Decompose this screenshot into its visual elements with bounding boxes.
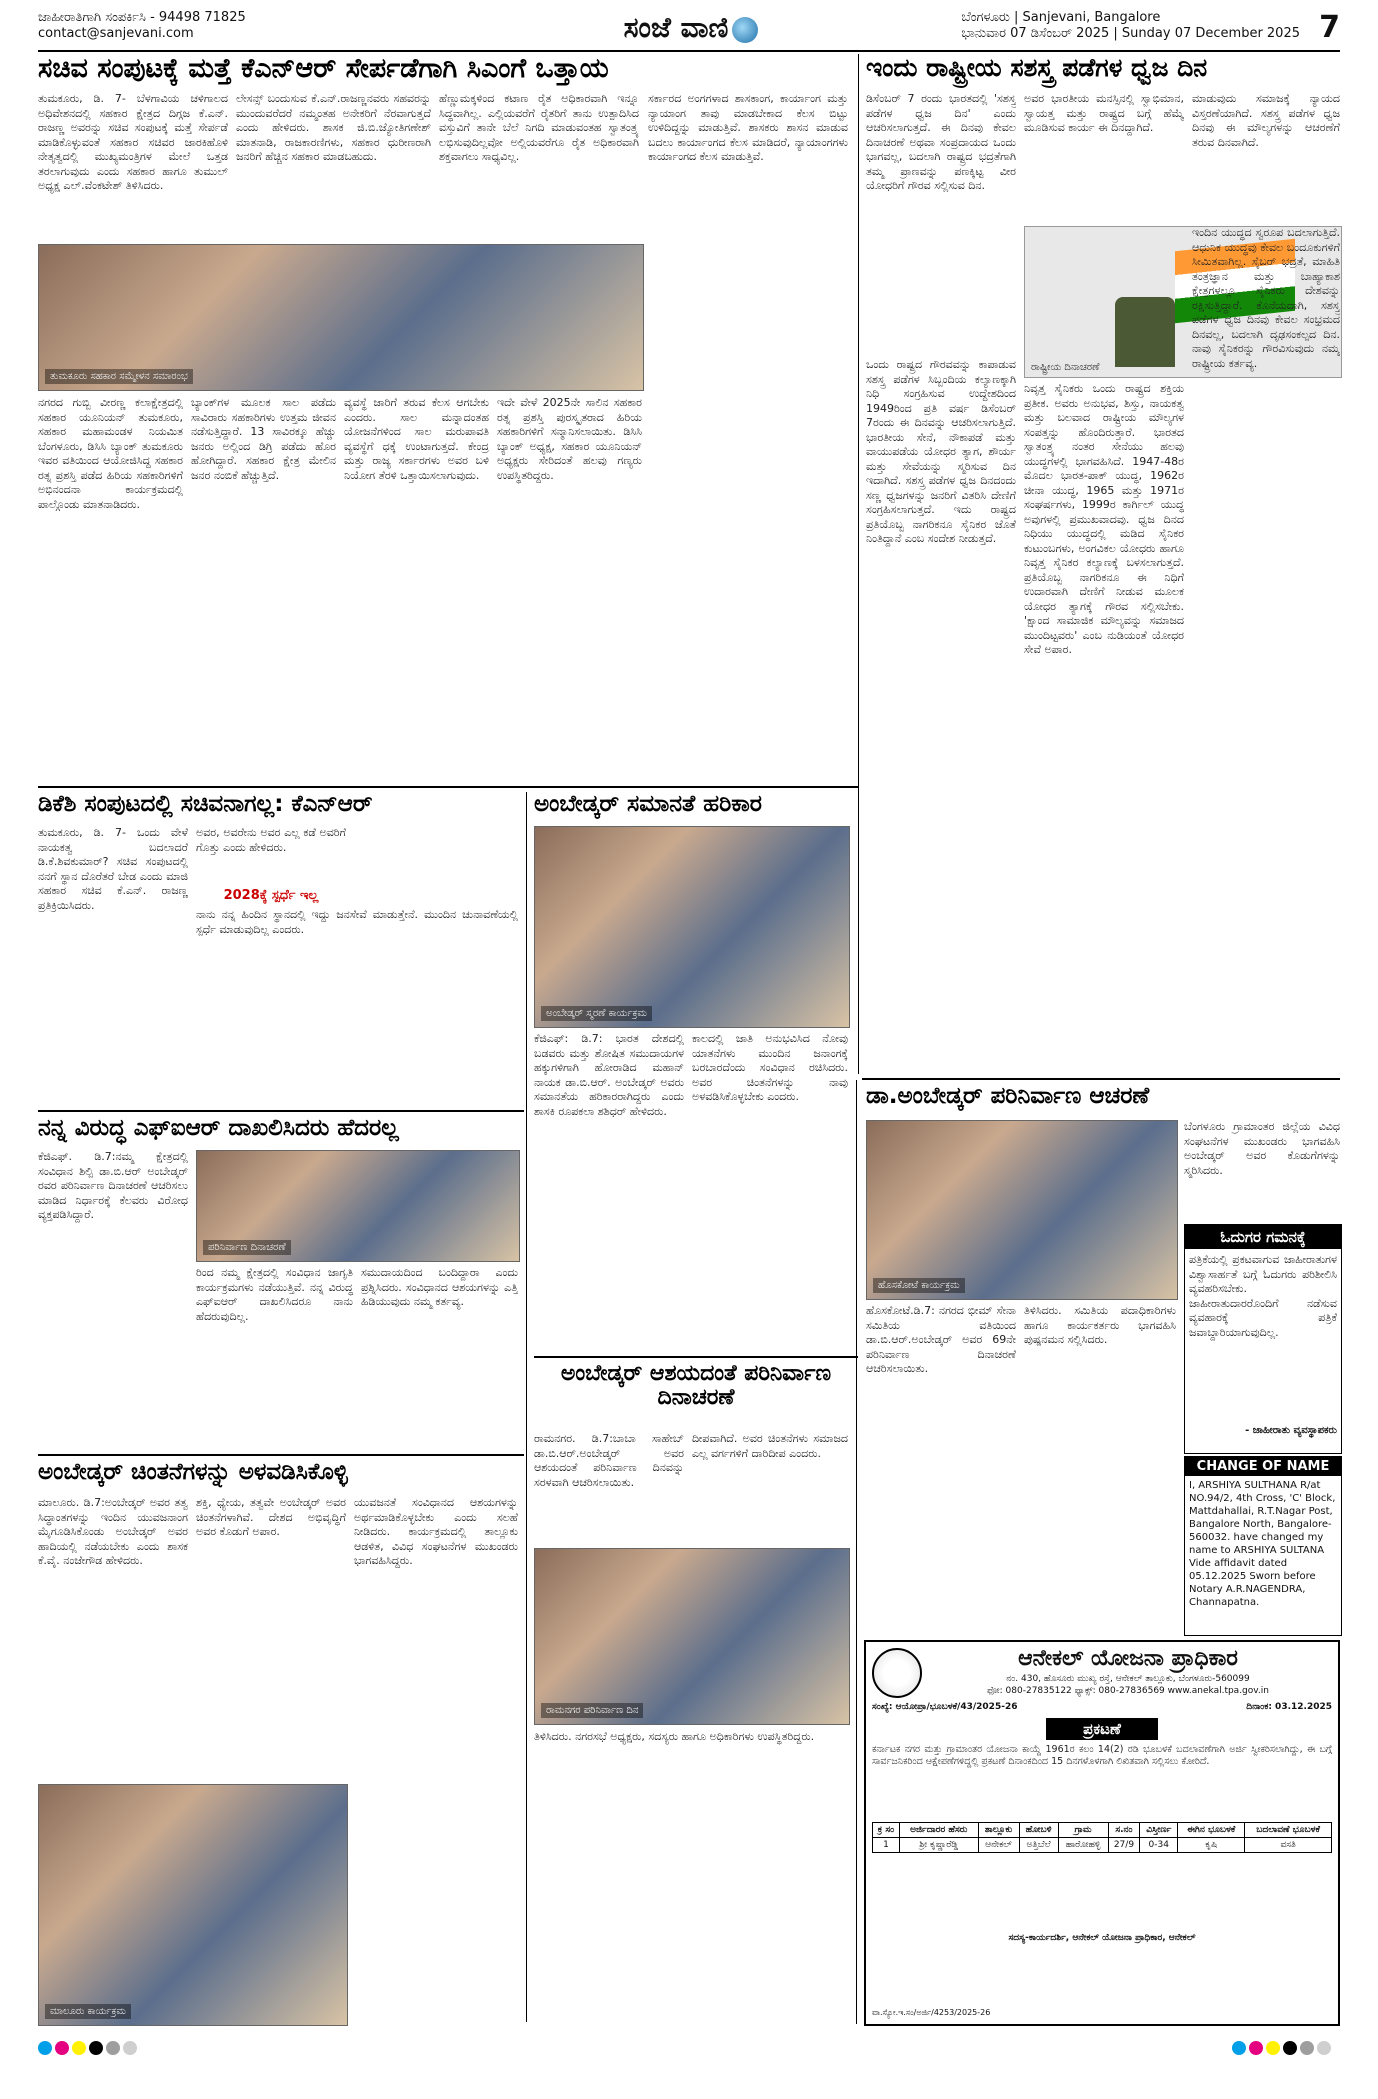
notice-org: ಆನೇಕಲ್ ಯೋಜನಾ ಪ್ರಾಧಿಕಾರ [1018,1646,1238,1671]
story2-flag-caption: ರಾಷ್ಟ್ರೀಯ ದಿನಾಚರಣೆ [1031,362,1100,373]
story1-lower3: ವ್ಯವಸ್ಥೆ ಜಾರಿಗೆ ತರುವ ಕೆಲಸ ಆಗಬೇಕು ಎಂದರು. ಸಾಲ ಮನ್ನಾದಂತಹ ಯೋಜನೆಗಳಿಂದ ಸಾಲ ಮರುಪಾವತಿ ವ್ಯವಸ್ಥೆಗೆ ಧಕ್ಕೆ ಉಂಟಾಗುತ್ತದೆ. ಕೇಂದ್ರ ಮತ್ತು ರಾಜ್ಯ ಸರ್ಕಾರಗಳು ಅವರ ಬಳಿ ನಿಯೋಗ ತೆರಳಿ ಒತ್ತಾಯಿಸಲಾಗುವುದು. [344,396,489,482]
registration-dot [1232,2041,1246,2055]
story6-col1: ಮಾಲೂರು. ಡಿ.7:ಅಂಬೇಡ್ಕರ್ ಅವರ ತತ್ವ ಸಿದ್ಧಾಂತಗಳನ್ನು ಇಂದಿನ ಯುವಜನಾಂಗ ಮೈಗೂಡಿಸಿಕೊಂಡು ಅಂಬೇಡ್ಕರ್ ಅವರ ಹಾದಿಯಲ್ಲಿ ನಡೆಯಬೇಕು ಎಂದು ಶಾಸಕ ಕೆ.ವೈ. ನಂಜೇಗೌಡ ಹೇಳಿದರು. [38,1496,188,1567]
color-registration-right [1232,2040,1334,2059]
column-divider [858,54,859,1074]
story5-photo-caption: ಪರಿನಿರ್ವಾಣ ದಿನಾಚರಣೆ [203,1240,291,1255]
column-divider-3 [856,1080,857,2024]
notice-table-header: ಕ್ರ ಸಂ [873,1823,900,1838]
story2-long3: ಇಂದಿನ ಯುದ್ಧದ ಸ್ವರೂಪ ಬದಲಾಗುತ್ತಿದೆ. ಆಧುನಿಕ ಯುದ್ಧವು ಕೇವಲ ಬಂದೂಕುಗಳಿಗೆ ಸೀಮಿತವಾಗಿಲ್ಲ. ಸೈಬರ್ ಭದ್ರತೆ, ಮಾಹಿತಿ ತಂತ್ರಜ್ಞಾನ ಮತ್ತು ಬಾಹ್ಯಾಕಾಶ ಕ್ಷೇತ್ರಗಳಲ್ಲೂ ಸೈನಿಕರು ದೇಶವನ್ನು ರಕ್ಷಿಸುತ್ತಿದ್ದಾರೆ. ಕೊನೆಯದಾಗಿ, ಸಶಸ್ತ್ರ ಪಡೆಗಳ ಧ್ವಜ ದಿನವು ಕೇವಲ ಸಂಭ್ರಮದ ದಿನವಲ್ಲ, ಬದಲಾಗಿ ದೃಢಸಂಕಲ್ಪದ ದಿನ. ನಾವು ಸೈನಿಕರನ್ನು ಗೌರವಿಸುವುದು ನಮ್ಮ ರಾಷ್ಟ್ರೀಯ ಕರ್ತವ್ಯ. [1192,226,1340,370]
story5-headline: ನನ್ನ ವಿರುದ್ಧ ಎಫ್‌ಐಆರ್ ದಾಖಲಿಸಿದರು ಹೆದರಲ್ಲ [38,1115,399,1141]
section-rule-5 [862,1078,1340,1080]
registration-dot [123,2041,137,2055]
soldier-icon [1115,297,1175,367]
notice-address: ನಂ. 430, ಹೊಸೂರು ಮುಖ್ಯ ರಸ್ತೆ, ಆನೇಕಲ್ ತಾಲ್ಲೂಕು, ಬೆಂಗಳೂರು-560099 [1006,1674,1250,1684]
notice-table-header: ಸ.ನಂ [1108,1823,1140,1838]
story8-photo-caption: ಹೊಸಕೋಟೆ ಕಾರ್ಯಕ್ರಮ [873,1278,965,1293]
story7-photo [534,1548,850,1725]
table-cell: ಶ್ರೀ ಕೃಷ್ಣಾರೆಡ್ಡಿ [899,1838,978,1853]
table-cell: ಆನೇಕಲ್ [978,1838,1019,1853]
registration-dot [1283,2041,1297,2055]
story1-lower2: ಬ್ಯಾಂಕ್‌ಗಳ ಮೂಲಕ ಸಾಲ ಪಡೆದು ಸಾವಿರಾರು ಸಹಕಾರಿಗಳು ಉತ್ತಮ ಜೀವನ ನಡೆಸುತ್ತಿದ್ದಾರೆ. 13 ಸಾವಿರಕ್ಕೂ ಹೆಚ್ಚು ಜನರು ಅಲ್ಲಿಂದ ಡಿಗ್ರಿ ಪಡೆದು ಹೊರ ಹೋಗಿದ್ದಾರೆ. ಸಹಕಾರ ಕ್ಷೇತ್ರ ಮೇಲಿನ ಜನರ ನಂಬಿಕೆ ಹೆಚ್ಚುತ್ತಿದೆ. [191,396,336,482]
story2-col3: ಮಾಡುವುದು ಸಮಾಜಕ್ಕೆ ನ್ಯಾಯದ ವಿಸ್ತರಣೆಯಾಗಿದೆ. ಸಶಸ್ತ್ರ ಪಡೆಗಳ ಧ್ವಜ ದಿನವು ಈ ಮೌಲ್ಯಗಳನ್ನು ಆಚರಣೆಗೆ ತರುವ ದಿನವಾಗಿದೆ. [1192,92,1340,149]
story1-col4: ಸರ್ಕಾರದ ಅಂಗಗಳಾದ ಶಾಸಕಾಂಗ, ಕಾರ್ಯಾಂಗ ಮತ್ತು ನ್ಯಾಯಾಂಗ ತಾವು ಮಾಡಬೇಕಾದ ಕೆಲಸ ಬಿಟ್ಟು ಉಳಿದಿದ್ದನ್ನು ಮಾಡುತ್ತಿವೆ. ಶಾಸಕರು ಶಾಸನ ಮಾಡುವ ಬದಲು ಕಾರ್ಯಾಂಗದ ಕೆಲಸ ಮಾಡಿದರೆ, ನ್ಯಾಯಾಂಗಗಳು ಕಾರ್ಯಾಂಗದ ಕೆಲಸ ಮಾಡುತ್ತಿವೆ. [648,92,848,163]
registration-dot [72,2041,86,2055]
story3-headline: ಡಿಕೆಶಿ ಸಂಪುಟದಲ್ಲಿ ಸಚಿವನಾಗಲ್ಲ: ಕೆಎನ್‌ಆರ್ [38,791,373,817]
story8-col2: ತಿಳಿಸಿದರು. ಸಮಿತಿಯ ಪದಾಧಿಕಾರಿಗಳು ಹಾಗೂ ಕಾರ್ಯಕರ್ತರು ಭಾಗವಹಿಸಿ ಪುಷ್ಪನಮನ ಸಲ್ಲಿಸಿದರು. [1024,1304,1176,1346]
readers-note-box [1184,1224,1342,1454]
readers-note-title: ಓದುಗರ ಗಮನಕ್ಕೆ [1185,1225,1341,1249]
table-cell: ವಸತಿ [1245,1838,1332,1853]
notice-table-header: ವಿಸ್ತೀರ್ಣ [1140,1823,1178,1838]
emblem-icon [872,1648,922,1698]
color-registration-left [38,2040,140,2059]
globe-icon [732,17,758,43]
readers-note-sign: - ಜಾಹೀರಾತು ವ್ಯವಸ್ಥಾಪಕರು [1245,1425,1337,1436]
notice-table [872,1822,1332,1853]
story8-headline: ಡಾ.ಅಂಬೇಡ್ಕರ್ ಪರಿನಿರ್ವಾಣ ಆಚರಣೆ [866,1083,1150,1109]
story1-lower1: ನಗರದ ಗುಬ್ಬಿ ವೀರಣ್ಣ ಕಲಾಕ್ಷೇತ್ರದಲ್ಲಿ ಸಹಕಾರ ಯೂನಿಯನ್ ತುಮಕೂರು, ಸಹಕಾರ ಮಹಾಮಂಡಳ ನಿಯಮಿತ ಬೆಂಗಳೂರು, ಡಿಸಿಸಿ ಬ್ಯಾಂಕ್ ತುಮಕೂರು ಇವರ ವತಿಯಿಂದ ಆಯೋಜಿಸಿದ್ದ ಸಹಕಾರ ರತ್ನ ಪ್ರಶಸ್ತಿ ಪಡೆದ ಹಿರಿಯ ಸಹಕಾರಿಗಳಿಗೆ ಅಭಿನಂದನಾ ಕಾರ್ಯಕ್ರಮದಲ್ಲಿ ಪಾಲ್ಗೊಂಡು ಮಾತನಾಡಿದರು. [38,396,183,511]
story6-col2: ಶಕ್ತಿ, ಧ್ಯೇಯ, ತತ್ವವೇ ಅಂಬೇಡ್ಕರ್ ಅವರ ಚಿಂತನೆಗಳಾಗಿವೆ. ದೇಶದ ಅಭಿವೃದ್ಧಿಗೆ ಅವರ ಕೊಡುಗೆ ಅಪಾರ. [196,1496,346,1538]
page-number: 7 [1319,10,1340,45]
notice-table-header: ಗ್ರಾಮ [1058,1823,1108,1838]
masthead-right: ಬೆಂಗಳೂರು | Sanjevani, Bangalore ಭಾನುವಾರ 07 ಡಿಸೆಂಬರ್ 2025 | Sunday 07 December 2025 [961,10,1300,41]
story1-col3: ಹೆಣ್ಣುಮಕ್ಕಳಿಂದ ಕಟಾಣ ರೈತ ಅಧಿಕಾರವಾಗಿ ಇನ್ನೂ ಸಿದ್ಧವಾಗಿಲ್ಲ. ಎಲ್ಲಿಯವರೆಗೆ ರೈತರಿಗೆ ತಾನು ಉತ್ಪಾದಿಸಿದ ವಸ್ತುವಿಗೆ ತಾನೇ ಬೆಲೆ ನಿಗದಿ ಮಾಡುವಂತಹ ಸ್ವಾತಂತ್ರ್ಯ ಲಭಿಸುವುದಿಲ್ಲವೋ ಅಲ್ಲಿಯವರೆಗೂ ರೈತ ಅಧಿಕಾರವಾಗಿ ಶಕ್ತವಾಗಲು ಸಾಧ್ಯವಿಲ್ಲ. [439,92,639,163]
story1-intro: ತುಮಕೂರು, ಡಿ. 7- ಬೆಳಗಾವಿಯ ಚಳಿಗಾಲದ ಅಧಿವೇಶನದಲ್ಲಿ ಸಹಕಾರ ಕ್ಷೇತ್ರದ ದಿಗ್ಗಜ ಕೆ.ಎನ್. ರಾಜಣ್ಣ ಅವರನ್ನು ಸಚಿವ ಸಂಪುಟಕ್ಕೆ ಮತ್ತೆ ಸೇರ್ಪಡೆ ಮಾಡಿಕೊಳ್ಳುವಂತೆ ಸಹಕಾರ ಸಚಿವರ ಜಾರಕಿಹೊಳಿ ನೇತೃತ್ವದಲ್ಲಿ ಮುಖ್ಯಮಂತ್ರಿಗಳ ಮೇಲೆ ಒತ್ತಡ ತರಲಾಗುವುದು ಎಂದು ಸಹಕಾರ ಹಾಗೂ ತುಮುಲ್ ಅಧ್ಯಕ್ಷ ಎಲ್.ವೆಂಕಟೇಶ್ ತಿಳಿಸಿದರು. [38,92,228,192]
email-link[interactable]: contact@sanjevani.com [38,26,194,41]
story2-long2: ನಿವೃತ್ತ ಸೈನಿಕರು ಒಂದು ರಾಷ್ಟ್ರದ ಶಕ್ತಿಯ ಪ್ರತೀಕ. ಅವರು ಅನುಭವ, ಶಿಸ್ತು, ನಾಯಕತ್ವ ಮತ್ತು ಬಲವಾದ ರಾಷ್ಟ್ರೀಯ ಮೌಲ್ಯಗಳ ಸಂಪತ್ತನ್ನು ಹೊಂದಿರುತ್ತಾರೆ. ಭಾರತದ ಸ್ವಾತಂತ್ರ್ಯ ನಂತರ ಸೇನೆಯು ಹಲವು ಯುದ್ಧಗಳಲ್ಲಿ ಭಾಗವಹಿಸಿದೆ. 1947-48ರ ಮೊದಲ ಭಾರತ-ಪಾಕ್ ಯುದ್ಧ, 1962ರ ಚೀನಾ ಯುದ್ಧ, 1965 ಮತ್ತು 1971ರ ಸಂಘರ್ಷಗಳು, 1999ರ ಕಾರ್ಗಿಲ್ ಯುದ್ಧ ಅವುಗಳಲ್ಲಿ ಪ್ರಮುಖವಾದವು. ಧ್ವಜ ದಿನದ ನಿಧಿಯು ಯುದ್ಧದಲ್ಲಿ ಮಡಿದ ಸೈನಿಕರ ಕುಟುಂಬಗಳು, ಅಂಗವಿಕಲ ಯೋಧರು ಹಾಗೂ ನಿವೃತ್ತ ಸೈನಿಕರ ಕಲ್ಯಾಣಕ್ಕೆ ಬಳಸಲಾಗುತ್ತದೆ. ಪ್ರತಿಯೊಬ್ಬ ನಾಗರಿಕನೂ ಈ ನಿಧಿಗೆ ಉದಾರವಾಗಿ ದೇಣಿಗೆ ನೀಡುವ ಮೂಲಕ ಯೋಧರ ತ್ಯಾಗಕ್ಕೆ ಗೌರವ ಸಲ್ಲಿಸಬೇಕು. 'ಕ್ಷಾಂದ ಸಾಮಾಜಿಕ ಮೌಲ್ಯವನ್ನು ಸಮಾಜದ ಮುಂದಿಟ್ಟವರು' ಎಂಬ ನುಡಿಯಂತೆ ಯೋಧರ ಸೇವೆ ಅಪಾರ. [1024,382,1184,656]
table-cell: 27/9 [1108,1838,1140,1853]
notice-ref: ಸಂಖ್ಯೆ: ಆಯೋಪ್ರಾ/ಭೂಬಳಕೆ/43/2025-26 [872,1702,1018,1712]
story2-col2: ಅವರ ಭಾರತೀಯ ಮನಸ್ಸಿನಲ್ಲಿ ಸ್ವಾಭಿಮಾನ, ಸ್ವಾಯತ್ತ ಮತ್ತು ರಾಷ್ಟ್ರದ ಬಗ್ಗೆ ಹೆಮ್ಮೆ ಮೂಡಿಸುವ ಕಾರ್ಯ ಈ ದಿನದ್ದಾಗಿದೆ. [1024,92,1184,134]
story4-photo-caption: ಅಂಬೇಡ್ಕರ್ ಸ್ಮರಣೆ ಕಾರ್ಯಕ್ರಮ [541,1006,652,1021]
registration-dot [1266,2041,1280,2055]
story6-photo-caption: ಮಾಲೂರು ಕಾರ್ಯಕ್ರಮ [45,2004,131,2019]
story8-side: ಬೆಂಗಳೂರು ಗ್ರಾಮಾಂತರ ಜಿಲ್ಲೆಯ ವಿವಿಧ ಸಂಘಟನೆಗಳ ಮುಖಂಡರು ಭಾಗವಹಿಸಿ ಅಂಬೇಡ್ಕರ್ ಅವರ ಕೊಡುಗೆಗಳನ್ನು ಸ್ಮರಿಸಿದರು. [1184,1120,1340,1177]
masthead-left [38,10,246,42]
story5-col1: ಕೆಜಿಎಫ್. ಡಿ.7:ನಮ್ಮ ಕ್ಷೇತ್ರದಲ್ಲಿ ಸಂವಿಧಾನ ಶಿಲ್ಪಿ ಡಾ.ಬಿ.ಆರ್ ಅಂಬೇಡ್ಕರ್ ರವರ ಪರಿನಿರ್ವಾಣ ದಿನಾಚರಣೆ ಆಚರಿಸಲು ಮಾಡಿದ ನಿರ್ಧಾರಕ್ಕೆ ಕೆಲವರು ವಿರೋಧ ವ್ಯಕ್ತಪಡಿಸಿದ್ದಾರೆ. [38,1150,188,1221]
story3-col1: ತುಮಕೂರು, ಡಿ. 7- ಒಂದು ವೇಳೆ ನಾಯಕತ್ವ ಬದಲಾದರೆ ಡಿ.ಕೆ.ಶಿವಕುಮಾರ್? ಸಚಿವ ಸಂಪುಟದಲ್ಲಿ ನನಗೆ ಸ್ಥಾನ ದೊರೆತರೆ ಬೇಡ ಎಂದು ಮಾಜಿ ಸಹಕಾರ ಸಚಿವ ಕೆ.ಎನ್. ರಾಜಣ್ಣ ಪ್ರತಿಕ್ರಿಯಿಸಿದರು. [38,826,188,912]
table-cell: 1 [873,1838,900,1853]
change-of-name-title: CHANGE OF NAME [1185,1457,1341,1476]
story1-headline: ಸಚಿವ ಸಂಪುಟಕ್ಕೆ ಮತ್ತೆ ಕೆಎನ್‌ಆರ್ ಸೇರ್ಪಡೆಗಾಗಿ ಸಿಎಂಗೆ ಒತ್ತಾಯ [38,53,609,84]
registration-dot [89,2041,103,2055]
section-rule-3 [38,1454,524,1456]
newspaper-logo [598,10,788,48]
story2-headline: ಇಂದು ರಾಷ್ಟ್ರೀಯ ಸಶಸ್ತ್ರ ಪಡೆಗಳ ಧ್ವಜ ದಿನ [866,53,1208,82]
table-cell: ಹಾರೋಹಳ್ಳಿ [1058,1838,1108,1853]
notice-footer: ಸದಸ್ಯ-ಕಾರ್ಯದರ್ಶಿ, ಆನೇಕಲ್ ಯೋಜನಾ ಪ್ರಾಧಿಕಾರ, ಆನೇಕಲ್ [1008,1933,1196,1943]
change-of-name-box [1184,1456,1342,1636]
story4-col2: ಕಾಲದಲ್ಲಿ ಜಾತಿ ಅನುಭವಿಸಿದ ನೋವು ಯಾತನೆಗಳು ಮುಂದಿನ ಜನಾಂಗಕ್ಕೆ ಬರಬಾರದೆಂದು ಸಂವಿಧಾನ ರಚಿಸಿದರು. ಅವರ ಚಿಂತನೆಗಳನ್ನು ನಾವು ಅಳವಡಿಸಿಕೊಳ್ಳಬೇಕು ಎಂದರು. [692,1032,848,1103]
table-cell: ಅತ್ತಿಬೆಲೆ [1019,1838,1058,1853]
notice-ad-ref: ವಾ.ಸ್ಯೋ.ಇ.ಸಂ/ಅರ್ಜಿ/4253/2025-26 [872,2008,991,2017]
table-row [873,1838,1332,1853]
notice-table-header: ಅರ್ಜಿದಾರರ ಹೆಸರು [899,1823,978,1838]
section-rule [38,786,858,788]
column-divider-2 [526,792,527,2022]
registration-dot [1300,2041,1314,2055]
registration-dot [38,2041,52,2055]
registration-dot [106,2041,120,2055]
table-cell: ಕೃಷಿ [1178,1838,1245,1853]
govt-notice [864,1640,1340,2026]
readers-note-body: ಪತ್ರಿಕೆಯಲ್ಲಿ ಪ್ರಕಟವಾಗುವ ಜಾಹೀರಾತುಗಳ ವಿಶ್ವಾಸಾರ್ಹತೆ ಬಗ್ಗೆ ಓದುಗರು ಪರಿಶೀಲಿಸಿ ವ್ಯವಹರಿಸಬೇಕು. ಜಾಹೀರಾತುದಾರರೊಂದಿಗೆ ನಡೆಸುವ ವ್ಯವಹಾರಕ್ಕೆ ಪತ್ರಿಕೆ ಜವಾಬ್ದಾರಿಯಾಗುವುದಿಲ್ಲ. [1189,1253,1337,1339]
story8-col1: ಹೊಸಕೋಟೆ.ಡಿ.7: ನಗರದ ಭೀಮ್ ಸೇನಾ ಸಮಿತಿಯ ವತಿಯಿಂದ ಡಾ.ಬಿ.ಆರ್.ಅಂಬೇಡ್ಕರ್ ಅವರ 69ನೇ ಪರಿನಿರ್ವಾಣ ದಿನಾಚರಣೆ ಆಚರಿಸಲಾಯಿತು. [866,1304,1016,1375]
notice-date: ದಿನಾಂಕ: 03.12.2025 [1246,1702,1332,1712]
date-english: Sunday 07 December 2025 [1121,26,1300,41]
notice-table-header: ತಾಲ್ಲೂಕು [978,1823,1019,1838]
logo-text: ಸಂಜೆ ವಾಣಿ [623,11,729,44]
story4-photo [534,826,850,1028]
story7-photo-caption: ರಾಮನಗರ ಪರಿನಿರ್ವಾಣ ದಿನ [541,1703,643,1718]
notice-title: ಪ್ರಕಟಣೆ [1046,1718,1158,1740]
story1-photo-caption: ತುಮಕೂರು ಸಹಕಾರ ಸಮ್ಮೇಳನ ಸಮಾರಂಭ [45,369,193,384]
story2-col1: ಡಿಸೆಂಬರ್ 7 ರಂದು ಭಾರತದಲ್ಲಿ 'ಸಶಸ್ತ್ರ ಪಡೆಗಳ ಧ್ವಜ ದಿನ' ಎಂದು ಆಚರಿಸಲಾಗುತ್ತದೆ. ಈ ದಿನವು ಕೇವಲ ದಿನಾಚರಣೆ ಅಥವಾ ಸಂಪ್ರದಾಯದ ಒಂದು ಭಾಗವಲ್ಲ, ಬದಲಾಗಿ ರಾಷ್ಟ್ರದ ಭದ್ರತೆಗಾಗಿ ತಮ್ಮ ಪ್ರಾಣವನ್ನು ಪಣಕ್ಕಿಟ್ಟ ವೀರ ಯೋಧರಿಗೆ ಗೌರವ ಸಲ್ಲಿಸುವ ದಿನ. [866,92,1016,192]
story1-photo [38,244,644,391]
notice-table-header: ಹೋಬಳಿ [1019,1823,1058,1838]
notice-body: ಕರ್ನಾಟಕ ನಗರ ಮತ್ತು ಗ್ರಾಮಾಂತರ ಯೋಜನಾ ಕಾಯ್ದೆ 1961ರ ಕಲಂ 14(2) ರಡಿ ಭೂಬಳಕೆ ಬದಲಾವಣೆಗಾಗಿ ಅರ್ಜಿ ಸ್ವೀಕರಿಸಲಾಗಿದ್ದು, ಈ ಬಗ್ಗೆ ಸಾರ್ವಜನಿಕರಿಂದ ಆಕ್ಷೇಪಣೆಗಳಿದ್ದಲ್ಲಿ ಪ್ರಕಟಣೆ ದಿನಾಂಕದಿಂದ 15 ದಿನಗಳೊಳಗಾಗಿ ಲಿಖಿತವಾಗಿ ಸಲ್ಲಿಸಲು ಕೋರಿದೆ. [872,1744,1332,1767]
story1-lower4: ಇದೇ ವೇಳೆ 2025ನೇ ಸಾಲಿನ ಸಹಕಾರ ರತ್ನ ಪ್ರಶಸ್ತಿ ಪುರಸ್ಕೃತರಾದ ಹಿರಿಯ ಸಹಕಾರಿಗಳಿಗೆ ಸನ್ಮಾನಿಸಲಾಯಿತು. ಡಿಸಿಸಿ ಬ್ಯಾಂಕ್ ಅಧ್ಯಕ್ಷ, ಸಹಕಾರ ಯೂನಿಯನ್ ಅಧ್ಯಕ್ಷರು ಸೇರಿದಂತೆ ಹಲವು ಗಣ್ಯರು ಉಪಸ್ಥಿತರಿದ್ದರು. [497,396,642,482]
story1-col2: ಲೇಸನ್ಸ್ ಬಂದುಸುವ ಕೆ.ಎನ್.ರಾಜಣ್ಣನವರು ಸಹವರನ್ನು ಮುಂದುವರೆದರೆ ನಮ್ಮಂತಹ ಅನೇಕರಿಗೆ ನೆರವಾಗುತ್ತದೆ ಎಂದು ಹೇಳಿದರು. ಶಾಸಕ ಜಿ.ಬಿ.ಜ್ಯೋತಿಗಣೇಶ್ ಮಾತನಾಡಿ, ರಾಜಕಾರಣಿಗಳು, ಸಹಕಾರ ಧುರೀಣರಾಗಿ ಜನರಿಗೆ ಹೆಚ್ಚಿನ ಸಹಕಾರ ಮಾಡಬಹುದು. [236,92,431,163]
registration-dot [1249,2041,1263,2055]
story3-col3: ನಾನು ನನ್ನ ಹಿಂದಿನ ಸ್ಥಾನದಲ್ಲಿ ಇದ್ದು ಜನಸೇವೆ ಮಾಡುತ್ತೇನೆ. ಮುಂದಿನ ಚುನಾವಣೆಯಲ್ಲಿ ಸ್ಪರ್ಧೆ ಮಾಡುವುದಿಲ್ಲ ಎಂದರು. [196,908,518,936]
notice-table-wrap [872,1822,1332,1853]
masthead [38,10,1340,52]
story4-col1: ಕೆಜಿಎಫ್: ಡಿ.7: ಭಾರತ ದೇಶದಲ್ಲಿ ಬಡವರು ಮತ್ತು ಶೋಷಿತ ಸಮುದಾಯಗಳ ಹಕ್ಕುಗಳಿಗಾಗಿ ಹೋರಾಡಿದ ಮಹಾನ್ ನಾಯಕ ಡಾ.ಬಿ.ಆರ್. ಅಂಬೇಡ್ಕರ್ ಅವರು ಸಮಾನತೆಯ ಹರಿಕಾರರಾಗಿದ್ದರು ಎಂದು ಶಾಸಕಿ ರೂಪಕಲಾ ಶಶಿಧರ್ ಹೇಳಿದರು. [534,1032,684,1118]
story7-col1: ರಾಮನಗರ. ಡಿ.7:ಬಾಬಾ ಸಾಹೇಬ್ ಡಾ.ಬಿ.ಆರ್.ಅಂಬೇಡ್ಕರ್ ಅವರ ಆಶಯದಂತೆ ಪರಿನಿರ್ವಾಣ ದಿನವನ್ನು ಸರಳವಾಗಿ ಆಚರಿಸಲಾಯಿತು. [534,1432,684,1489]
notice-table-header: ಈಗಿನ ಭೂಬಳಕೆ [1178,1823,1245,1838]
table-cell: 0-34 [1140,1838,1178,1853]
story4-headline: ಅಂಬೇಡ್ಕರ್ ಸಮಾನತೆ ಹರಿಕಾರ [534,791,762,817]
story6-headline: ಅಂಬೇಡ್ಕರ್ ಚಿಂತನೆಗಳನ್ನು ಅಳವಡಿಸಿಕೊಳ್ಳಿ [38,1459,348,1485]
story3-col2: ಅವರ, ಅವರೇನು ಅವರ ಎಲ್ಲ ಕಡೆ ಅವರಿಗೆ ಗೊತ್ತು ಎಂದು ಹೇಳಿದರು. [196,826,346,854]
story5-photo [196,1150,520,1262]
story3-subhead: 2028ಕ್ಕೆ ಸ್ಪರ್ಧೆ ಇಲ್ಲ [223,888,319,903]
story7-col2: ದೀಪವಾಗಿದೆ. ಅವರ ಚಿಂತನೆಗಳು ಸಮಾಜದ ಎಲ್ಲ ವರ್ಗಗಳಿಗೆ ದಾರಿದೀಪ ಎಂದರು. [692,1432,848,1460]
notice-table-header: ಬದಲಾವಣೆ ಭೂಬಳಕೆ [1245,1823,1332,1838]
section-rule-4 [534,1356,858,1358]
registration-dot [1317,2041,1331,2055]
change-of-name-body: I, ARSHIYA SULTHANA R/at NO.94/2, 4th Cross, 'C' Block, Mattdahallai, R.T.Nagar Post, Bangalore North, Bangalore-560032. have changed my name to ARSHIYA SULTANA Vide affidavit dated 05.12.2025 Sworn before Notary A.R.NAGENDRA, Channapatna. [1189,1480,1336,1608]
section-rule-2 [38,1110,524,1112]
ad-contact-line: ಜಾಹೀರಾತಿಗಾಗಿ ಸಂಪರ್ಕಿಸಿ - 94498 71825 [38,10,246,25]
registration-dot [55,2041,69,2055]
city-label: ಬೆಂಗಳೂರು [961,10,1010,25]
edition-label: Sanjevani, Bangalore [1022,10,1161,25]
story2-long1: ಒಂದು ರಾಷ್ಟ್ರದ ಗೌರವವನ್ನು ಕಾಪಾಡುವ ಸಶಸ್ತ್ರ ಪಡೆಗಳ ಸಿಬ್ಬಂದಿಯ ಕಲ್ಯಾಣಕ್ಕಾಗಿ ನಿಧಿ ಸಂಗ್ರಹಿಸುವ ಉದ್ದೇಶದಿಂದ 1949ರಿಂದ ಪ್ರತಿ ವರ್ಷ ಡಿಸೆಂಬರ್ 7ರಂದು ಈ ದಿನವನ್ನು ಆಚರಿಸಲಾಗುತ್ತಿದೆ. ಭಾರತೀಯ ಸೇನೆ, ನೌಕಾಪಡೆ ಮತ್ತು ವಾಯುಪಡೆಯ ಯೋಧರ ತ್ಯಾಗ, ಶೌರ್ಯ ಮತ್ತು ಸೇವೆಯನ್ನು ಸ್ಮರಿಸುವ ದಿನ ಇದಾಗಿದೆ. ಸಶಸ್ತ್ರ ಪಡೆಗಳ ಧ್ವಜ ದಿನದಂದು ಸಣ್ಣ ಧ್ವಜಗಳನ್ನು ಜನರಿಗೆ ವಿತರಿಸಿ ದೇಣಿಗೆ ಸಂಗ್ರಹಿಸಲಾಗುತ್ತದೆ. ಇದು ರಾಷ್ಟ್ರದ ಪ್ರತಿಯೊಬ್ಬ ನಾಗರಿಕನೂ ಸೈನಿಕರ ಜೊತೆ ನಿಂತಿದ್ದಾನೆ ಎಂಬ ಸಂದೇಶ ನೀಡುತ್ತದೆ. [866,358,1016,545]
story5-col3: ಸಮುದಾಯದಿಂದ ಬಂದಿದ್ದಾರಾ ಎಂದು ಪ್ರಶ್ನಿಸಿದರು. ಸಂವಿಧಾನದ ಆಶಯಗಳನ್ನು ಎತ್ತಿ ಹಿಡಿಯುವುದು ನಮ್ಮ ಕರ್ತವ್ಯ. [361,1266,518,1308]
story5-col2: ರಿಂದ ನಮ್ಮ ಕ್ಷೇತ್ರದಲ್ಲಿ ಸಂವಿಧಾನ ಜಾಗೃತಿ ಕಾರ್ಯಕ್ರಮಗಳು ನಡೆಯುತ್ತಿವೆ. ನನ್ನ ವಿರುದ್ಧ ಎಫ್‌ಐಆರ್ ದಾಖಲಿಸಿದರೂ ನಾನು ಹೆದರುವುದಿಲ್ಲ. [196,1266,353,1323]
date-kannada: ಭಾನುವಾರ 07 ಡಿಸೆಂಬರ್ 2025 [961,26,1110,41]
story6-col3: ಯುವಜನತೆ ಸಂವಿಧಾನದ ಆಶಯಗಳನ್ನು ಅರ್ಥಮಾಡಿಕೊಳ್ಳಬೇಕು ಎಂದು ಸಲಹೆ ನೀಡಿದರು. ಕಾರ್ಯಕ್ರಮದಲ್ಲಿ ತಾಲ್ಲೂಕು ಆಡಳಿತ, ವಿವಿಧ ಸಂಘಟನೆಗಳ ಮುಖಂಡರು ಭಾಗವಹಿಸಿದ್ದರು. [354,1496,518,1567]
story7-headline: ಅಂಬೇಡ್ಕರ್ ಆಶಯದಂತೆ ಪರಿನಿರ್ವಾಣ ದಿನಾಚರಣೆ [560,1361,832,1411]
notice-contact: ಫೋ: 080-27835122 ಫ್ಯಾಕ್ಸ್: 080-27836569 www.anekal.tpa.gov.in [987,1686,1269,1696]
story8-photo [866,1120,1178,1300]
story7-col3: ತಿಳಿಸಿದರು. ನಗರಸಭೆ ಅಧ್ಯಕ್ಷರು, ಸದಸ್ಯರು ಹಾಗೂ ಅಧಿಕಾರಿಗಳು ಉಪಸ್ಥಿತರಿದ್ದರು. [534,1730,815,1743]
story6-photo [38,1784,348,2026]
